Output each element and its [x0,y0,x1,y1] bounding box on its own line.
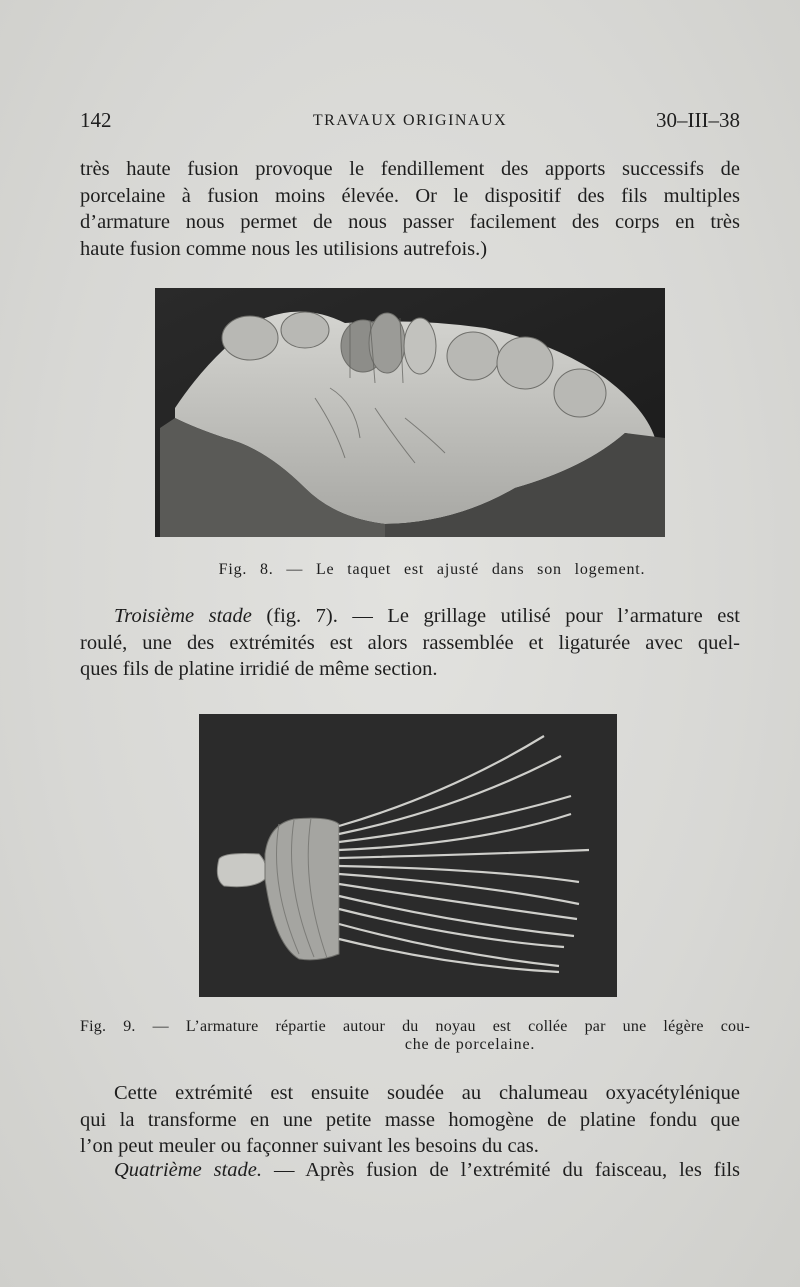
figure-8-photo [155,288,665,537]
text-line: ques fils de platine irridié de même section. [80,658,438,680]
paragraph-soldering [80,1080,740,1160]
issue-date: 30–III–38 [656,108,740,132]
text-line [80,603,740,630]
stage-heading: Troisième stade [114,605,252,627]
dental-cast-image [155,288,665,537]
wire-armature-image [199,714,617,997]
text-line [80,1157,740,1184]
running-title: TRAVAUX ORIGINAUX [312,112,508,129]
running-header [80,108,740,138]
figure-9-caption [80,1018,750,1054]
text-line: haute fusion comme nous les utilisions autrefois.) [80,237,488,260]
text-line: porcelaine à fusion moins élevée. Or le dispositif des fils multiples [80,184,740,207]
paragraph-continuation [80,156,740,262]
caption-line: Fig. 9. — L’armature répartie autour du noyau est collée par une légère cou- [80,1018,750,1035]
stage-heading-text: (fig. 7). — Le grillage utilisé pour l’armature est [251,605,740,627]
text-line: l’on peut meuler ou façonner suivant les besoins du cas. [80,1135,539,1157]
text-line: qui la transforme en une petite masse homogène de platine fondu que [80,1108,740,1131]
paragraph-fourth-stage [80,1157,740,1184]
caption-line: che de porcelaine. [404,1036,536,1053]
paragraph-third-stage [80,603,740,683]
figure-8-caption: Fig. 8. — Le taquet est ajusté dans son logement. [218,561,646,578]
text-line: roulé, une des extrémités est alors rassemblée et ligaturée avec quel- [80,631,740,654]
figure-9-photo [199,714,617,997]
text-line: très haute fusion provoque le fendillement des apports successifs de [80,158,740,180]
text-line: d’armature nous permet de nous passer facilement des corps en très [80,211,740,233]
page-number: 142 [80,108,112,132]
stage-heading-text: — Après fusion de l’extrémité du faisceau, les fils [262,1159,741,1181]
text-line: Cette extrémité est ensuite soudée au chalumeau oxyacétylénique [114,1082,740,1104]
stage-heading: Quatrième stade. [114,1159,263,1181]
